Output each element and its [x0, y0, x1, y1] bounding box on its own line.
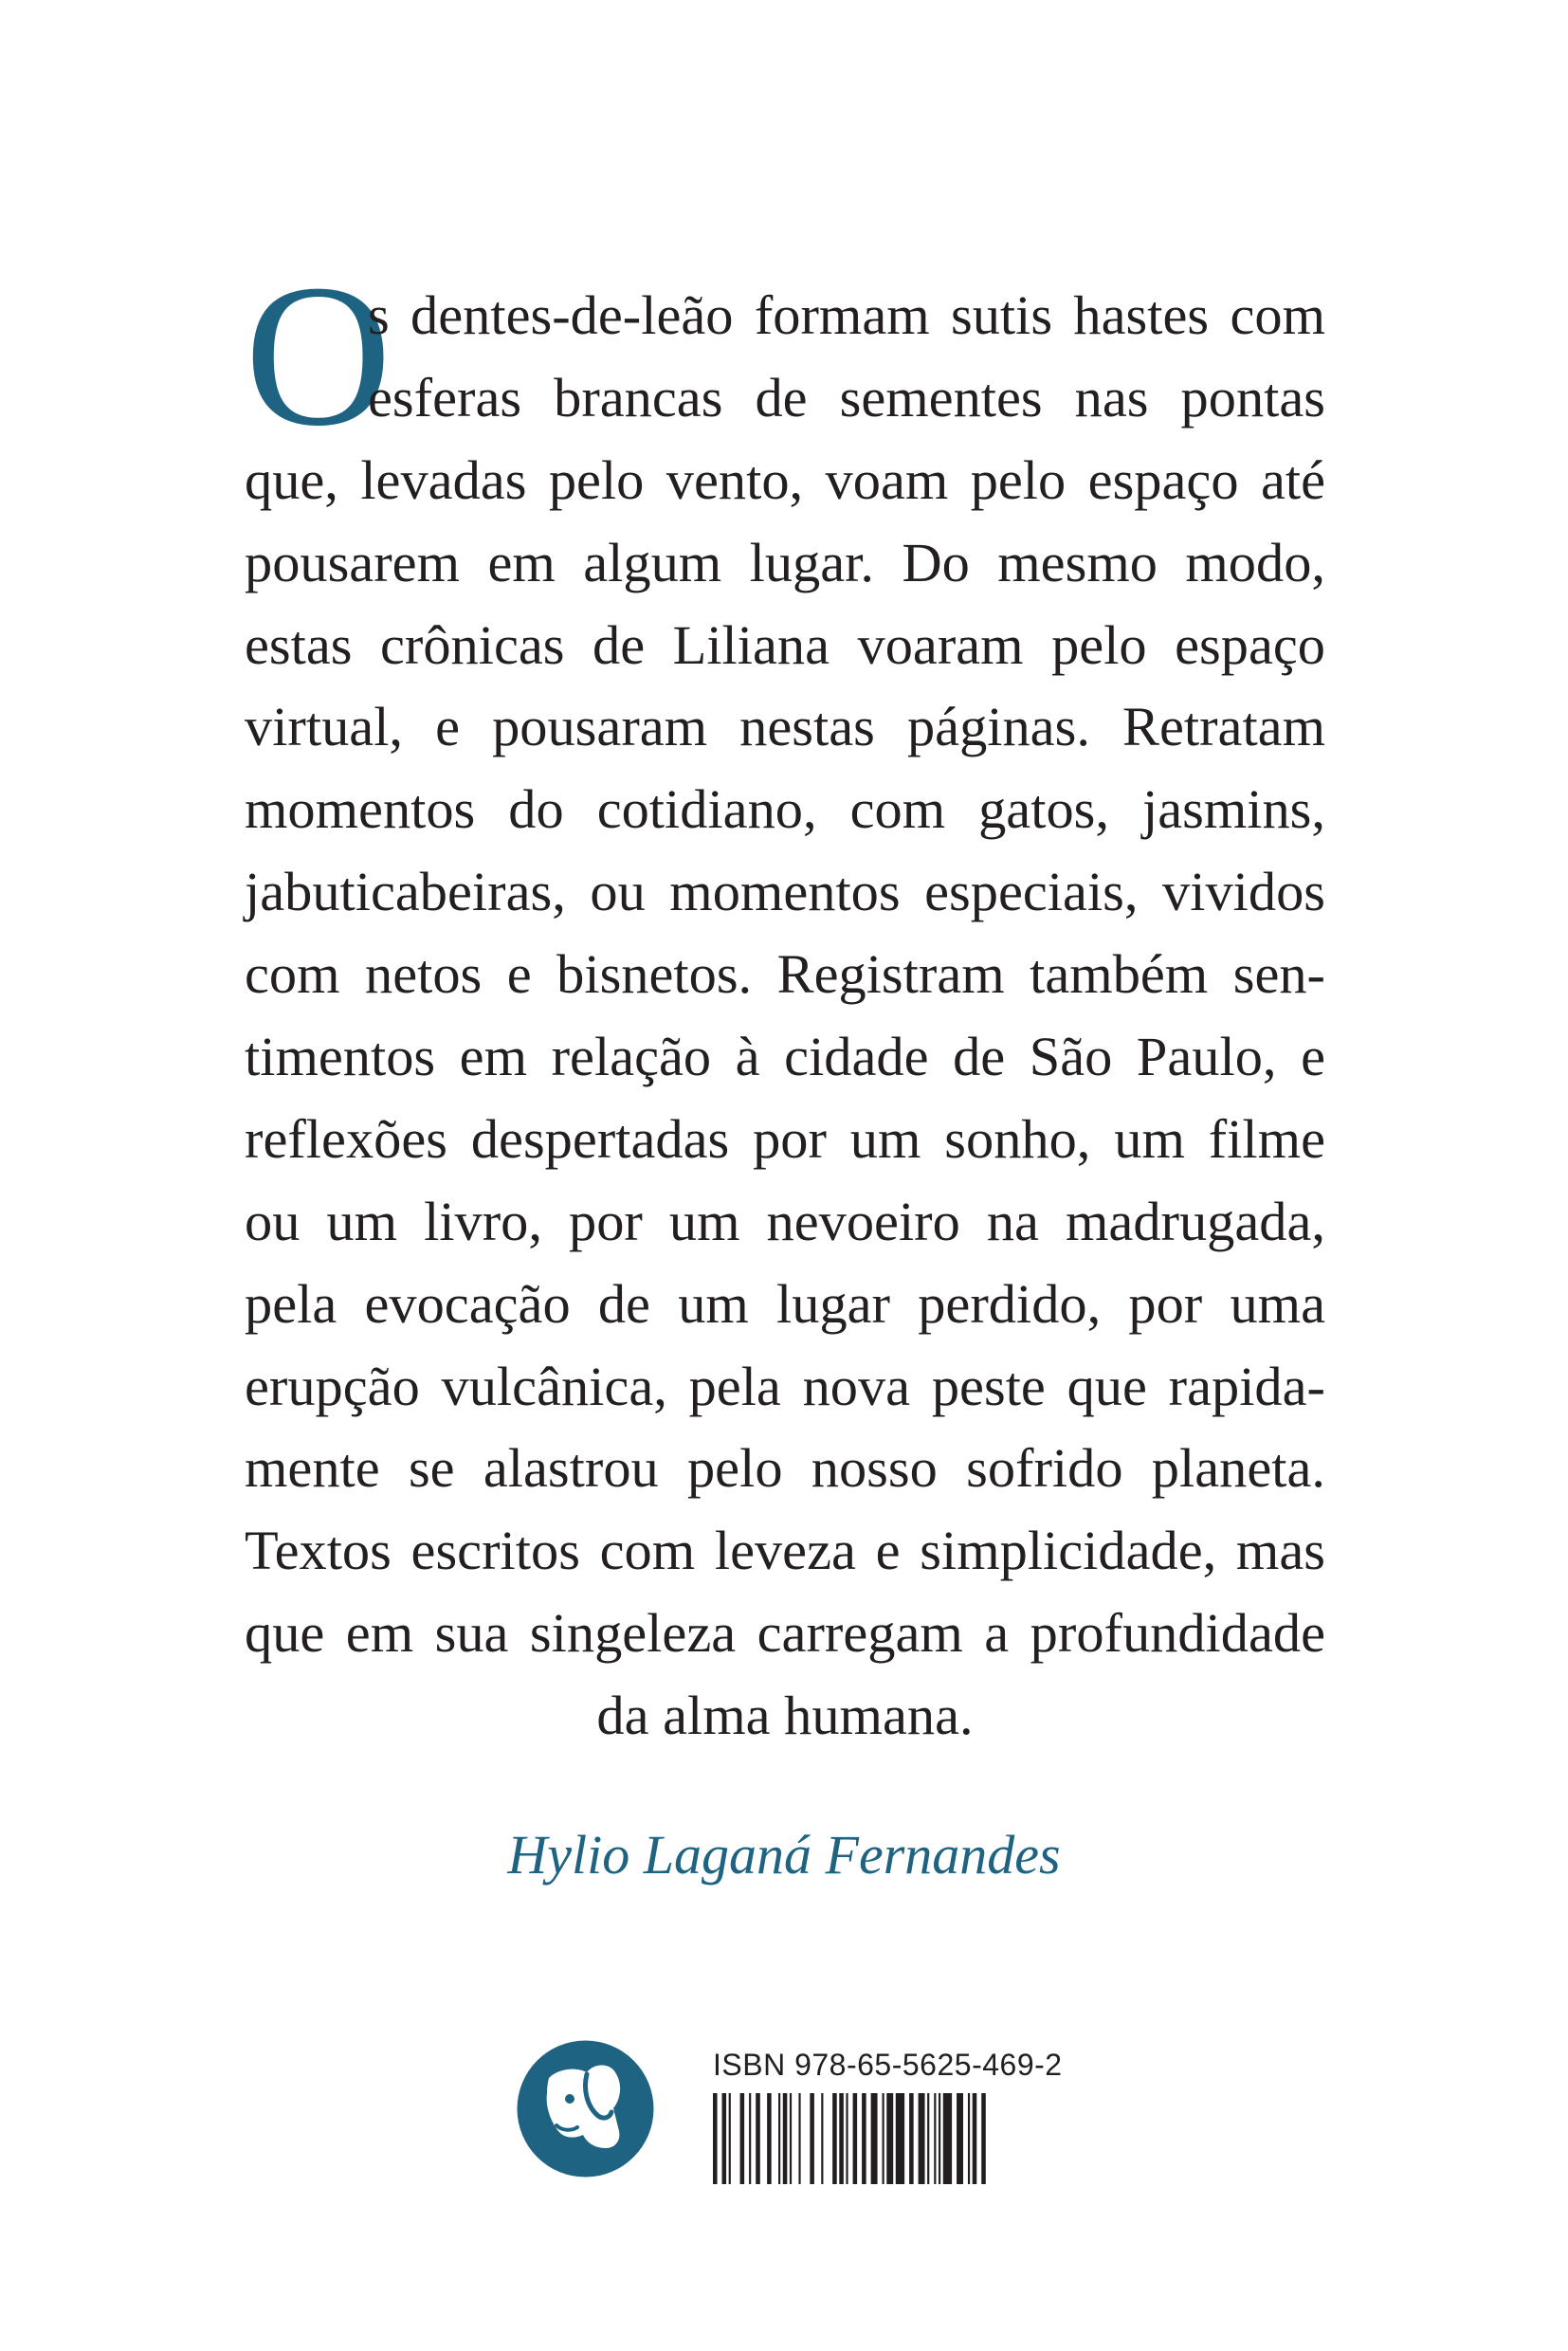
blurb-line: pousarem em algum lugar. Do mesmo modo,	[245, 531, 1325, 593]
dog-head-circle-icon	[517, 2040, 654, 2178]
barcode-bar	[839, 2093, 844, 2184]
barcode-bar	[767, 2093, 772, 2184]
barcode-bar	[883, 2093, 884, 2184]
barcode-bar	[798, 2093, 800, 2184]
barcode-bar	[927, 2093, 929, 2184]
blurb-line: s dentes-de-leão formam sutis hastes com	[368, 284, 1325, 346]
barcode-bar	[810, 2093, 814, 2184]
barcode-bar	[968, 2093, 970, 2184]
barcode-bar	[909, 2093, 914, 2184]
barcode-bar	[981, 2093, 986, 2184]
barcode-bar	[749, 2093, 751, 2184]
barcode-bar	[722, 2093, 727, 2184]
blurb-line: ou um livro, por um nevoeiro na madrugada,	[245, 1190, 1325, 1252]
blurb-line: Textos escritos com leveza e simplicidade, mas	[245, 1520, 1325, 1582]
isbn-block	[713, 2048, 1063, 2184]
barcode-bar	[973, 2093, 977, 2184]
blurb-line: com netos e bisnetos. Registram também sen-	[245, 943, 1325, 1006]
blurb-line: pela evocação de um lugar perdido, por uma	[245, 1272, 1325, 1335]
barcode-bar	[957, 2093, 963, 2184]
barcode-bar	[778, 2093, 780, 2184]
blurb-text	[245, 242, 1325, 1758]
barcode-bar	[790, 2093, 792, 2184]
barcode	[713, 2093, 986, 2184]
blurb-line: jabuticabeiras, ou momentos especiais, vividos	[245, 861, 1325, 923]
barcode-bar	[729, 2093, 731, 2184]
blurb-line: que, levadas pelo vento, voam pelo espaço até	[245, 448, 1325, 511]
barcode-bar	[934, 2093, 936, 2184]
blurb-line: erupção vulcânica, pela nova peste que rapida-	[245, 1355, 1325, 1417]
isbn-number: ISBN 978-65-5625-469-2	[713, 2048, 1063, 2082]
barcode-bar	[871, 2093, 878, 2184]
blurb-line: que em sua singeleza carregam a profundidade	[245, 1602, 1325, 1665]
barcode-bar	[713, 2093, 718, 2184]
blurb-line: reflexões despertadas por um sonho, um filme	[245, 1107, 1325, 1170]
blurb-line: da alma humana.	[596, 1685, 974, 1747]
barcode-bar	[756, 2093, 760, 2184]
drop-cap: O	[245, 242, 392, 468]
barcode-bar	[943, 2093, 952, 2184]
barcode-bar	[886, 2093, 893, 2184]
barcode-bar	[846, 2093, 848, 2184]
blurb-line: mente se alastrou pelo nosso sofrido planeta.	[245, 1437, 1325, 1500]
blurb-line: estas crônicas de Liliana voaram pelo espaço	[245, 613, 1325, 676]
barcode-bar	[783, 2093, 788, 2184]
barcode-bar	[740, 2093, 745, 2184]
barcode-bar	[832, 2093, 837, 2184]
blurb-line: esferas brancas de sementes nas pontas	[368, 366, 1325, 428]
barcode-bar	[853, 2093, 858, 2184]
barcode-bar	[896, 2093, 904, 2184]
blurb-line: timentos em relação à cidade de São Paulo, e	[245, 1026, 1325, 1088]
blurb-line: virtual, e pousaram nestas páginas. Retratam	[245, 696, 1325, 758]
blurb-line: momentos do cotidiano, com gatos, jasmins,	[245, 778, 1325, 841]
barcode-bar	[939, 2093, 940, 2184]
author-signature: Hylio Laganá Fernandes	[507, 1824, 1061, 1886]
barcode-bar	[821, 2093, 823, 2184]
barcode-bar	[862, 2093, 866, 2184]
barcode-bar	[919, 2093, 925, 2184]
